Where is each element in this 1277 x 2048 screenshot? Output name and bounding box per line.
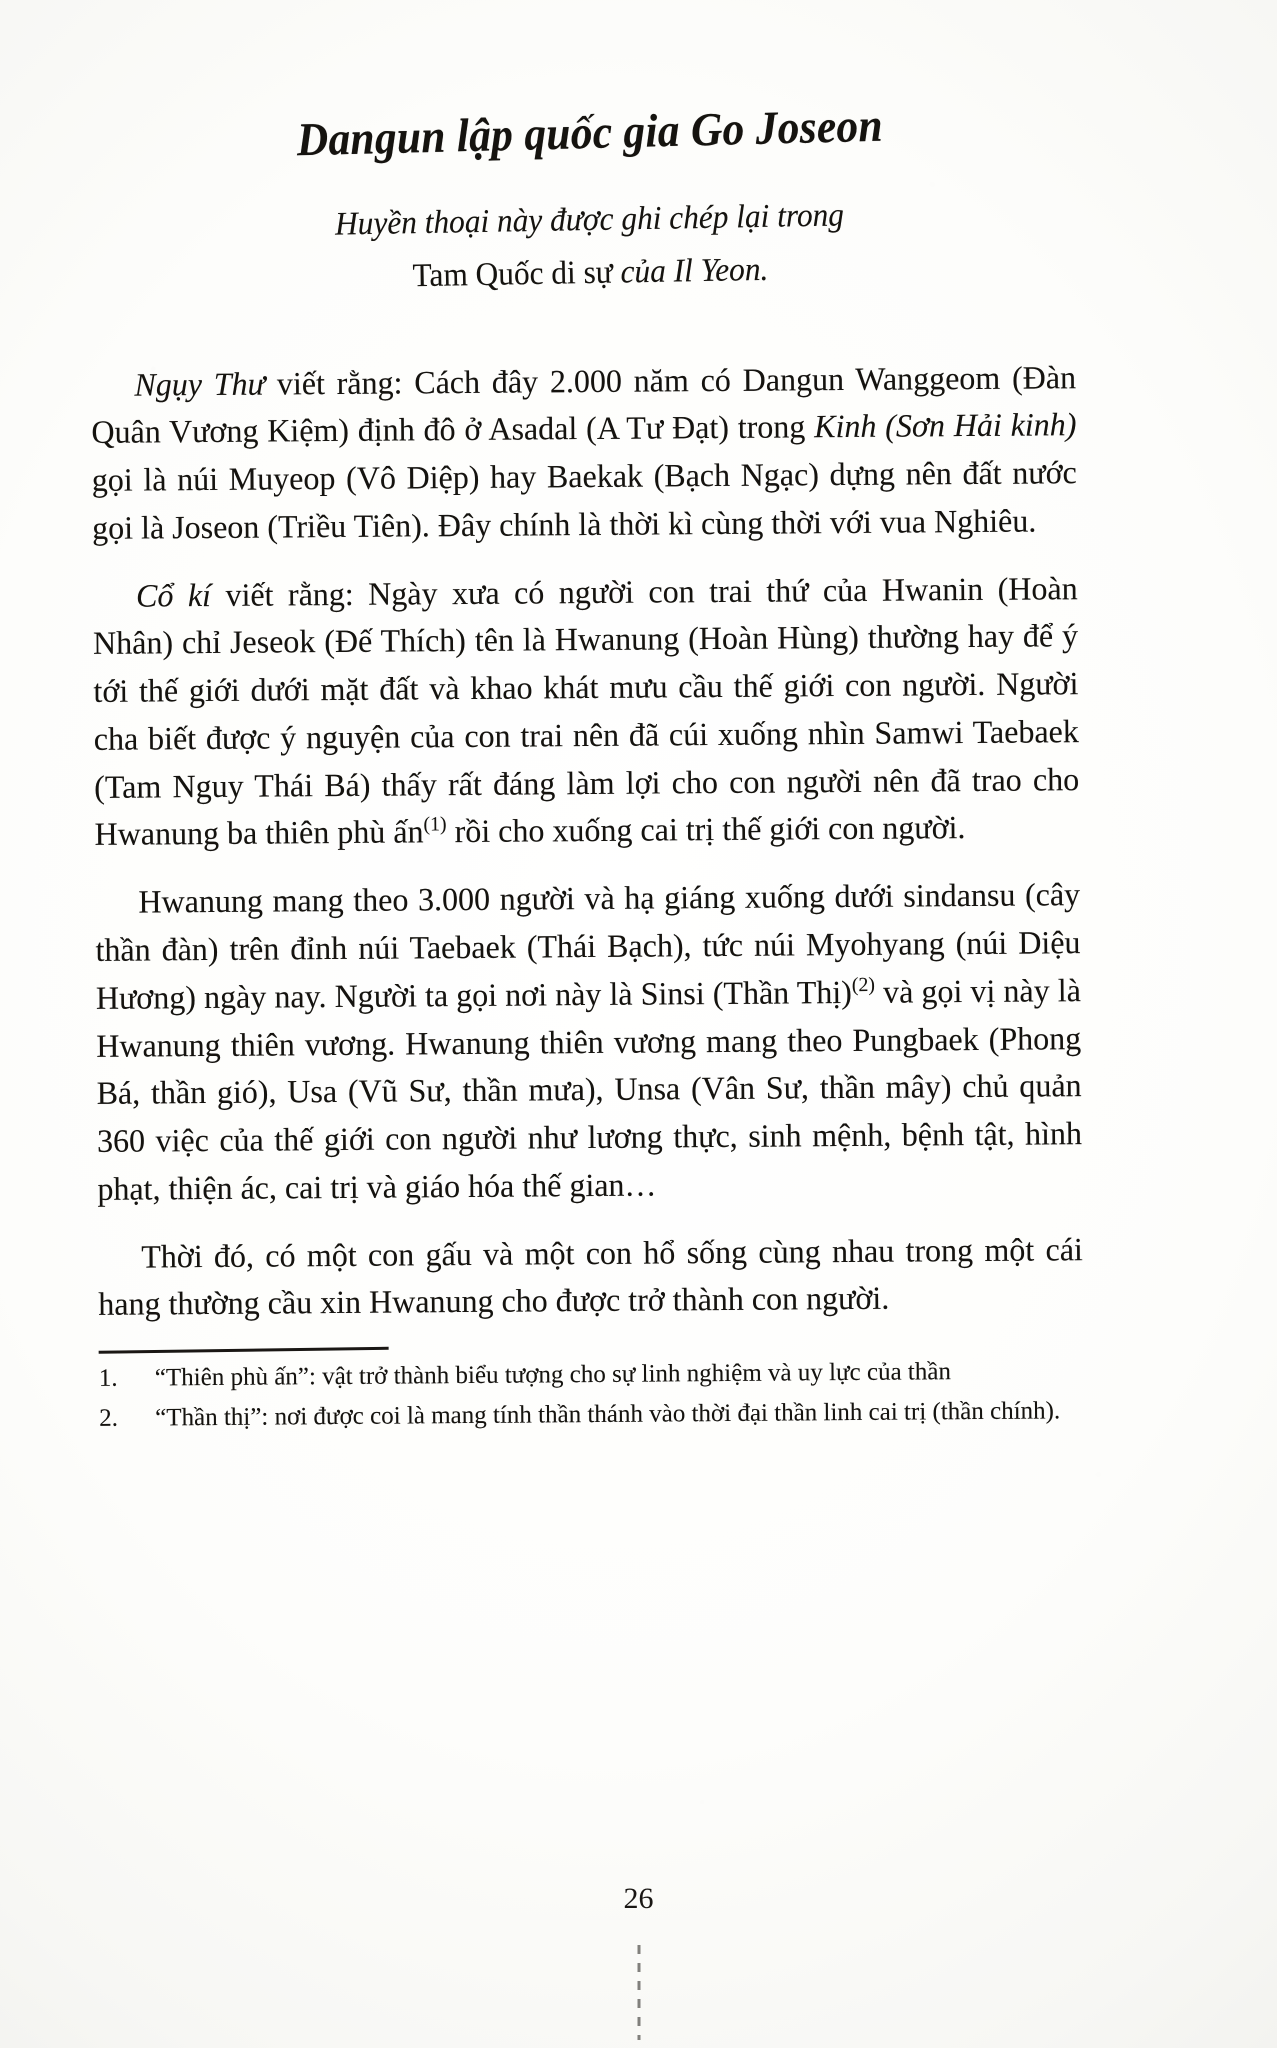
- footnote-number: 1.: [98, 1364, 118, 1393]
- paragraph-1-text-c: gọi là núi Muyeop (Vô Diệp) hay Baekak (Bạch Ngạc) dựng nên đất nước gọi là Joseon (Triều Tiên). Đây chính là thời kì cùng thời với vua Nghiêu.: [91, 455, 1077, 547]
- page-subtitle: [114, 185, 1066, 309]
- paragraph-1-lead-italic: Ngụy Thư: [134, 366, 266, 404]
- paragraph-2-text-c: rồi cho xuống cai trị thế giới con người.: [446, 810, 966, 851]
- footnotes-section: [99, 1353, 1100, 1437]
- paragraph-3-text-c: và gọi vị này là Hwanung thiên vương. Hwanung thiên vương mang theo Pungbaek (Phong Bá, thần gió), Usa (Vũ Sư, thần mưa), Unsa (Vân Sư, thần mây) chủ quản 360 việc của thế giới con người như lương thực, sinh mệnh, bệnh tật, hình phạt, thiện ác, cai trị và giáo hóa thế gian…: [96, 972, 1083, 1208]
- body-text: [91, 355, 1099, 1330]
- paragraph-1-italic-b: Kinh (Sơn Hải kinh): [814, 407, 1077, 446]
- footnote-text: “Thần thị”: nơi được coi là mang tính thần thánh vào thời đại thần linh cai trị (thần chính).: [155, 1397, 1061, 1432]
- paragraph-2-text-a: viết rằng: Ngày xưa có người con trai thứ của Hwanin (Hoàn Nhân) chỉ Jeseok (Đế Thích) tên là Hwanung (Hoàn Hùng) thường hay để ý tới thế giới dưới mặt đất và khao khát mưu cầu thế giới con người. Người cha biết được ý nguyện của con trai nên đã cúi xuống nhìn Samwi Taebaek (Tam Nguy Thái Bá) thấy rất đáng làm lợi cho con người nên đã trao cho Hwanung ba thiên phù ấn: [92, 570, 1080, 854]
- footnote-item: [99, 1393, 1099, 1438]
- paragraph-3-text-a: Hwanung mang theo 3.000 người và hạ giáng xuống dưới sindansu (cây thần đàn) trên đỉnh núi Taebaek (Thái Bạch), tức núi Myohyang (núi Diệu Hương) ngày nay. Người ta gọi nơi này là Sinsi (Thần Thị): [95, 877, 1081, 1017]
- footnote-text: “Thiên phù ấn”: vật trở thành biểu tượng cho sự linh nghiệm và uy lực của thần: [154, 1358, 952, 1392]
- page-number: 26: [623, 1882, 654, 1915]
- paragraph-3: [95, 872, 1083, 1214]
- spine-dotted-line: [637, 1945, 640, 2040]
- footnote-ref-2[interactable]: (2): [851, 973, 876, 996]
- footnote-item: [99, 1353, 1099, 1398]
- page-title: Dangun lập quốc gia Go Joseon: [296, 99, 884, 167]
- footnote-separator-rule: [99, 1347, 389, 1354]
- subtitle-source-title: Tam Quốc di sự: [412, 254, 621, 295]
- footnote-number: 2.: [99, 1404, 119, 1432]
- paragraph-1: [91, 355, 1077, 554]
- paragraph-2: [93, 566, 1080, 860]
- footnote-ref-1[interactable]: (1): [423, 813, 447, 836]
- subtitle-line-1: Huyền thoại này được ghi chép lại trong: [334, 197, 845, 243]
- subtitle-source-author: của Il Yeon.: [620, 251, 769, 291]
- page-content: [88, 0, 1099, 1441]
- paragraph-1-text-a: viết rằng: Cách đây 2.000 năm có Dangun Wanggeom (Đàn Quân Vương Kiệm) định đô ở Asadal (A Tư Đạt) trong: [91, 359, 1077, 452]
- paragraph-2-lead-italic: Cổ kí: [135, 577, 212, 615]
- paragraph-4: Thời đó, có một con gấu và một con hổ sống cùng nhau trong một cái hang thường cầu xin Hwanung cho được trở thành con người.: [98, 1231, 1084, 1324]
